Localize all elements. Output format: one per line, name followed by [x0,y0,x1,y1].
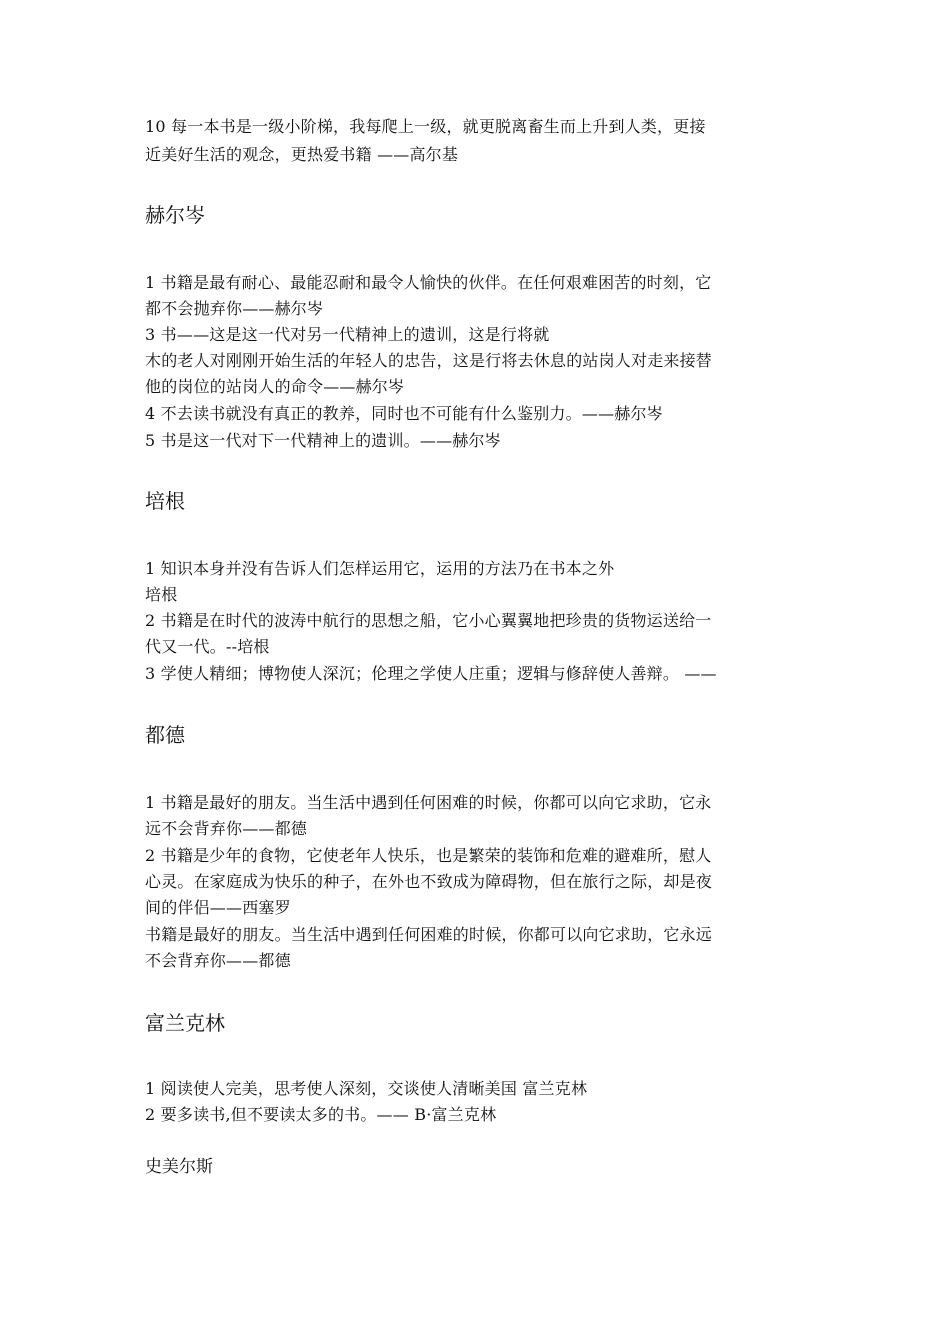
quote-dude-3-line-2: 不会背弃你——都德 [145,951,291,970]
quote-dude-1-line-1: 1 书籍是最好的朋友。当生活中遇到任何困难的时候，你都可以向它求助，它永 [145,793,712,812]
quote-dude-2-line-3: 间的伴侣——西塞罗 [145,898,291,917]
quote-dude-2-line-2: 心灵。在家庭成为快乐的种子，在外也不致成为障碍物，但在旅行之际，却是夜 [145,872,713,891]
quote-gorky-10-line-1: 10 每一本书是一级小阶梯，我每爬上一级，就更脱离畜生而上升到人类，更接 [145,117,706,136]
quote-herzen-3-line-3: 他的岗位的站岗人的命令——赫尔岑 [145,377,405,396]
heading-franklin: 富兰克林 [145,1011,225,1035]
quote-dude-3-line-1: 书籍是最好的朋友。当生活中遇到任何困难的时候，你都可以向它求助，它永远 [145,925,713,944]
quote-dude-1-line-2: 远不会背弃你——都德 [145,819,308,838]
quote-gorky-10-line-2: 近美好生活的观念，更热爱书籍 ——高尔基 [145,145,459,164]
quote-dude-2-line-1: 2 书籍是少年的食物，它使老年人快乐，也是繁荣的装饰和危难的避难所，慰人 [145,846,712,865]
quote-herzen-5: 5 书是这一代对下一代精神上的遗训。——赫尔岑 [145,431,501,450]
quote-bacon-2-line-1: 2 书籍是在时代的波涛中航行的思想之船，它小心翼翼地把珍贵的货物运送给一 [145,611,712,630]
heading-bacon: 培根 [145,489,185,513]
heading-dude: 都德 [145,723,185,747]
quote-herzen-1-line-2: 都不会抛弃你——赫尔岑 [145,299,324,318]
quote-bacon-2-line-2: 代又一代。--培根 [145,637,270,656]
heading-herzen: 赫尔岑 [145,203,205,227]
quote-bacon-3: 3 学使人精细；博物使人深沉；伦理之学使人庄重；逻辑与修辞使人善辩。 —— [145,664,717,683]
quote-franklin-2: 2 要多读书,但不要读太多的书。—— B·富兰克林 [145,1105,497,1124]
quote-bacon-1-line-1: 1 知识本身并没有告诉人们怎样运用它，运用的方法乃在书本之外 [145,559,615,578]
quote-herzen-4: 4 不去读书就没有真正的教养，同时也不可能有什么鉴别力。——赫尔岑 [145,404,663,423]
quote-herzen-3-line-1: 3 书——这是这一代对另一代精神上的遗训，这是行将就 [145,325,550,344]
quote-franklin-1: 1 阅读使人完美，思考使人深刻，交谈使人清晰美国 富兰克林 [145,1079,588,1098]
quote-bacon-1-line-2: 培根 [145,585,178,604]
heading-smiles: 史美尔斯 [145,1157,213,1177]
quote-herzen-3-line-2: 木的老人对刚刚开始生活的年轻人的忠告，这是行将去休息的站岗人对走来接替 [145,351,713,370]
quote-herzen-1-line-1: 1 书籍是最有耐心、最能忍耐和最令人愉快的伙伴。在任何艰难困苦的时刻，它 [145,273,712,292]
